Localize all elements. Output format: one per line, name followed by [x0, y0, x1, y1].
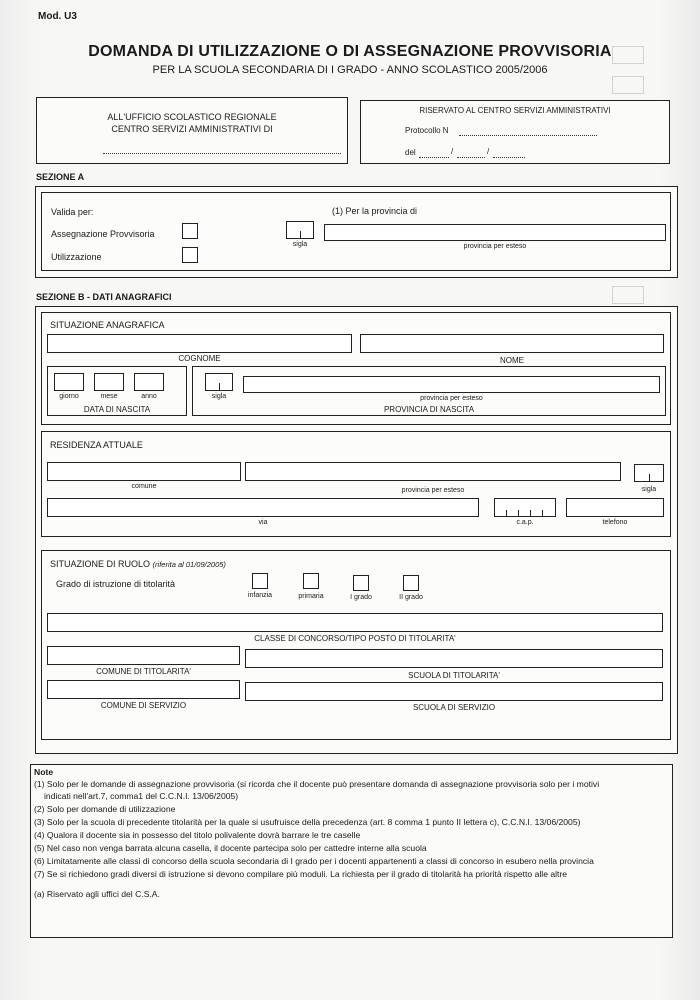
grado-label: Grado di istruzione di titolarità	[56, 579, 176, 589]
protocol-field[interactable]	[459, 135, 597, 136]
note-item: (5) Nel caso non venga barrata alcuna casella, il docente partecipa solo per cattedre interne alla scuola	[34, 843, 427, 853]
comune-label: comune	[131, 483, 157, 490]
birth-day-field[interactable]	[54, 373, 84, 391]
scuola-servizio-label: SCUOLA DI SERVIZIO	[412, 703, 496, 712]
note-item: (a) Riservato agli uffici del C.S.A.	[34, 889, 160, 899]
section-a-box	[35, 186, 678, 278]
via-label: via	[258, 519, 268, 526]
note-item: (3) Solo per la scuola di precedente titolarità per la quale si usufruisce della precedenza (art. 8 comma 1 punto II lettera c), C.C.N.I. 13/06/2005)	[34, 817, 581, 827]
data-nascita-group	[47, 366, 187, 416]
situazione-anagrafica-panel	[41, 312, 671, 425]
anno-label: anno	[141, 393, 157, 400]
valida-per-label: Valida per:	[51, 207, 94, 217]
i-grado-label: I grado	[350, 594, 372, 601]
residenza-comune-field[interactable]	[47, 462, 241, 481]
note-item: indicati nell'art.7, comma1 del C.C.N.I. 13/06/2005)	[44, 791, 239, 801]
data-nascita-label: DATA DI NASCITA	[83, 405, 151, 414]
utilizzazione-checkbox[interactable]	[182, 247, 198, 263]
residenza-provincia-field[interactable]	[245, 462, 621, 481]
telefono-label: telefono	[602, 519, 628, 526]
note-item: (4) Qualora il docente sia in possesso del titolo polivalente dovrà barrare le tre caselle	[34, 830, 361, 840]
cognome-label: COGNOME	[178, 354, 221, 363]
mese-label: mese	[100, 393, 118, 400]
situazione-anagrafica-heading: SITUAZIONE ANAGRAFICA	[50, 320, 165, 330]
notes-heading: Note	[34, 767, 54, 777]
reserved-title: RISERVATO AL CENTRO SERVIZI AMMINISTRATIVI	[419, 106, 611, 115]
comune-titolarita-label: COMUNE DI TITOLARITA'	[96, 667, 191, 676]
note-item: (6) Limitatamente alle classi di concorso della scuola secondaria di I grado per i docenti appartenenti a classi di concorso in esubero nella provincia	[34, 856, 594, 866]
provincia-esteso-label: provincia per esteso	[401, 487, 465, 494]
provincia-esteso-field[interactable]	[324, 224, 666, 241]
classe-concorso-field[interactable]	[47, 613, 663, 632]
scuola-servizio-field[interactable]	[245, 682, 663, 701]
office-line-2: CENTRO SERVIZI AMMINISTRATIVI DI	[111, 124, 273, 134]
date-year-field[interactable]	[493, 157, 525, 158]
office-city-line[interactable]	[103, 153, 341, 154]
scuola-titolarita-label: SCUOLA DI TITOLARITA'	[408, 671, 500, 680]
note-item: (2) Solo per domande di utilizzazione	[34, 804, 176, 814]
provincia-esteso-label: provincia per esteso	[420, 395, 483, 402]
office-box	[36, 97, 348, 164]
section-a-inner	[41, 192, 671, 271]
birth-year-field[interactable]	[134, 373, 164, 391]
page-subtitle: PER LA SCUOLA SECONDARIA DI I GRADO - ANNO SCOLASTICO 2005/2006	[152, 64, 548, 76]
birth-provincia-field[interactable]	[243, 376, 660, 393]
situazione-ruolo-heading	[50, 559, 226, 569]
sigla-label: sigla	[641, 486, 657, 493]
primaria-label: primaria	[298, 593, 324, 600]
nome-field[interactable]	[360, 334, 664, 353]
assegnazione-label: Assegnazione Provvisoria	[51, 229, 155, 239]
classe-concorso-label: CLASSE DI CONCORSO/TIPO POSTO DI TITOLARITA'	[254, 634, 456, 643]
date-month-field[interactable]	[457, 157, 485, 158]
comune-servizio-field[interactable]	[47, 680, 240, 699]
nome-label: NOME	[500, 356, 524, 365]
cap-label: c.a.p.	[516, 519, 534, 526]
i-grado-checkbox[interactable]	[353, 575, 369, 591]
ii-grado-checkbox[interactable]	[403, 575, 419, 591]
provincia-nascita-group	[192, 366, 666, 416]
provincia-nascita-label: PROVINCIA DI NASCITA	[383, 405, 475, 414]
comune-servizio-label: COMUNE DI SERVIZIO	[100, 701, 187, 710]
residenza-panel	[41, 431, 671, 537]
telefono-field[interactable]	[566, 498, 664, 517]
provincia-esteso-label: provincia per esteso	[463, 243, 527, 250]
infanzia-label: infanzia	[247, 592, 273, 599]
sigla-label: sigla	[292, 241, 308, 248]
section-a-heading: SEZIONE A	[36, 172, 85, 182]
birth-month-field[interactable]	[94, 373, 124, 391]
date-label: del	[405, 148, 416, 157]
giorno-label: giorno	[59, 393, 79, 400]
reserved-box: RISERVATO AL CENTRO SERVIZI AMMINISTRATIVI Protocollo N del / /	[360, 100, 670, 164]
section-b-box	[35, 306, 678, 754]
situazione-ruolo-panel	[41, 550, 671, 740]
primaria-checkbox[interactable]	[303, 573, 319, 589]
infanzia-checkbox[interactable]	[252, 573, 268, 589]
note-item: (1) Solo per le domande di assegnazione provvisoria (si ricorda che il docente può presentare domanda di assegnazione provvisoria solo per i motivi	[34, 779, 600, 789]
office-line-1: ALL'UFFICIO SCOLASTICO REGIONALE	[107, 112, 277, 122]
page-title: DOMANDA DI UTILIZZAZIONE O DI ASSEGNAZIONE PROVVISORIA	[88, 43, 612, 60]
cap-field[interactable]	[494, 498, 556, 517]
cognome-field[interactable]	[47, 334, 352, 353]
situazione-ruolo-title: SITUAZIONE DI RUOLO	[50, 559, 151, 569]
sigla-label: sigla	[211, 393, 227, 400]
utilizzazione-label: Utilizzazione	[51, 252, 102, 262]
notes-box	[30, 764, 673, 938]
provincia-note: (1) Per la provincia di	[332, 206, 418, 216]
note-item: (7) Se si richiedono gradi diversi di istruzione si devono compilare più moduli. La richiesta per il grado di titolarità ha priorità rispetto alle altre	[34, 869, 568, 879]
show-through-mark	[612, 76, 644, 94]
residenza-heading: RESIDENZA ATTUALE	[50, 440, 143, 450]
ii-grado-label: II grado	[399, 594, 423, 601]
via-field[interactable]	[47, 498, 479, 517]
scuola-titolarita-field[interactable]	[245, 649, 663, 668]
riferita-label: (riferita al 01/09/2005)	[152, 560, 226, 569]
show-through-mark	[612, 286, 644, 304]
date-day-field[interactable]	[419, 157, 449, 158]
comune-titolarita-field[interactable]	[47, 646, 240, 665]
form-code: Mod. U3	[38, 11, 77, 22]
protocol-label: Protocollo N	[405, 126, 449, 135]
section-b-heading: SEZIONE B - DATI ANAGRAFICI	[36, 292, 172, 302]
assegnazione-checkbox[interactable]	[182, 223, 198, 239]
